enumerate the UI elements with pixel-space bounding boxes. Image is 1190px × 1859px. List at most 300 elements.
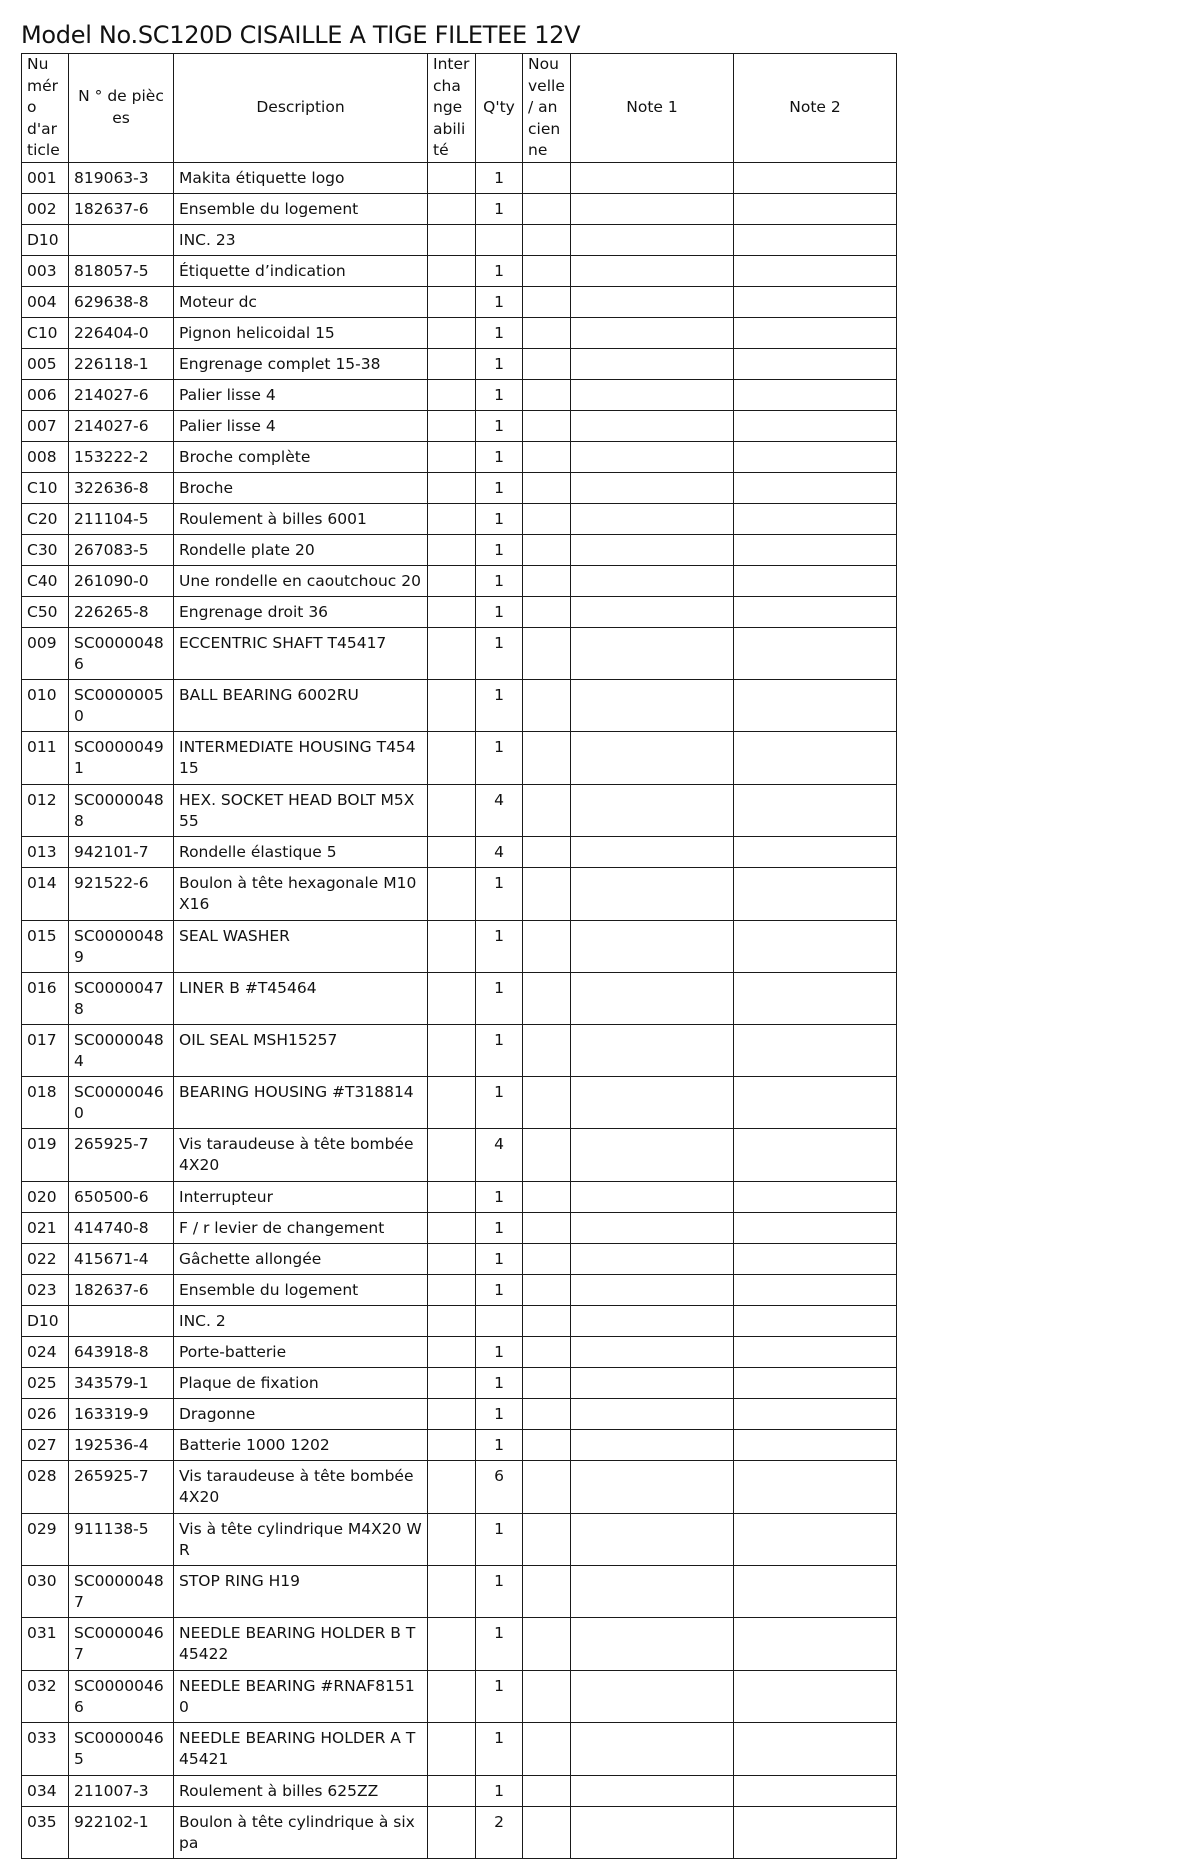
header-interchangeability: Interchangeabilité: [428, 54, 476, 163]
cell-item-number: 031: [22, 1617, 69, 1670]
cell-item-number: 018: [22, 1076, 69, 1128]
table-row: [22, 565, 897, 596]
cell-quantity: 4: [476, 784, 523, 836]
cell-interchangeability: [428, 255, 476, 286]
cell-interchangeability: [428, 1617, 476, 1670]
cell-interchangeability: [428, 920, 476, 972]
cell-part-number: 818057-5: [69, 255, 174, 286]
cell-quantity: 1: [476, 193, 523, 224]
cell-description: Rondelle élastique 5: [174, 836, 428, 867]
cell-part-number: SC00000050: [69, 679, 174, 731]
cell-part-number: 922102-1: [69, 1806, 174, 1858]
cell-quantity: 1: [476, 972, 523, 1024]
table-row: [22, 1243, 897, 1274]
table-row: [22, 784, 897, 836]
cell-note-2: [734, 1670, 897, 1722]
cell-new-old: [523, 1565, 571, 1617]
cell-part-number: 163319-9: [69, 1398, 174, 1429]
table-row: [22, 503, 897, 534]
cell-item-number: C50: [22, 596, 69, 627]
cell-note-1: [571, 784, 734, 836]
cell-item-number: 027: [22, 1429, 69, 1460]
cell-item-number: 017: [22, 1024, 69, 1076]
cell-quantity: 1: [476, 410, 523, 441]
cell-interchangeability: [428, 1274, 476, 1305]
cell-quantity: 6: [476, 1460, 523, 1513]
table-row: [22, 1181, 897, 1212]
cell-quantity: 4: [476, 1128, 523, 1181]
cell-new-old: [523, 1670, 571, 1722]
cell-note-2: [734, 1429, 897, 1460]
cell-new-old: [523, 679, 571, 731]
table-row: [22, 534, 897, 565]
cell-description: Roulement à billes 625ZZ: [174, 1775, 428, 1806]
cell-note-2: [734, 503, 897, 534]
cell-quantity: 1: [476, 255, 523, 286]
cell-note-1: [571, 472, 734, 503]
table-row: [22, 472, 897, 503]
cell-note-1: [571, 1243, 734, 1274]
cell-note-1: [571, 348, 734, 379]
cell-part-number: SC00000465: [69, 1722, 174, 1775]
cell-new-old: [523, 534, 571, 565]
cell-item-number: 009: [22, 627, 69, 679]
cell-item-number: 035: [22, 1806, 69, 1858]
cell-note-2: [734, 972, 897, 1024]
cell-description: Palier lisse 4: [174, 410, 428, 441]
cell-part-number: 322636-8: [69, 472, 174, 503]
cell-quantity: 1: [476, 596, 523, 627]
table-row: [22, 627, 897, 679]
cell-quantity: 1: [476, 441, 523, 472]
cell-note-1: [571, 565, 734, 596]
cell-note-1: [571, 503, 734, 534]
cell-item-number: 008: [22, 441, 69, 472]
cell-new-old: [523, 1513, 571, 1565]
cell-note-2: [734, 255, 897, 286]
cell-note-1: [571, 1565, 734, 1617]
cell-note-1: [571, 193, 734, 224]
cell-quantity: 1: [476, 731, 523, 784]
cell-item-number: D10: [22, 224, 69, 255]
cell-new-old: [523, 379, 571, 410]
cell-description: ECCENTRIC SHAFT T45417: [174, 627, 428, 679]
cell-item-number: 022: [22, 1243, 69, 1274]
cell-note-2: [734, 1076, 897, 1128]
cell-interchangeability: [428, 1336, 476, 1367]
cell-item-number: C10: [22, 472, 69, 503]
cell-description: HEX. SOCKET HEAD BOLT M5X55: [174, 784, 428, 836]
cell-part-number: 650500-6: [69, 1181, 174, 1212]
cell-note-1: [571, 317, 734, 348]
cell-description: Pignon helicoidal 15: [174, 317, 428, 348]
cell-note-2: [734, 1806, 897, 1858]
cell-quantity: 1: [476, 867, 523, 920]
table-row: [22, 317, 897, 348]
cell-description: OIL SEAL MSH15257: [174, 1024, 428, 1076]
cell-new-old: [523, 731, 571, 784]
cell-item-number: 026: [22, 1398, 69, 1429]
cell-note-1: [571, 1806, 734, 1858]
cell-item-number: C40: [22, 565, 69, 596]
table-row: [22, 193, 897, 224]
cell-quantity: 1: [476, 1076, 523, 1128]
cell-description: Rondelle plate 20: [174, 534, 428, 565]
cell-item-number: C30: [22, 534, 69, 565]
table-row: [22, 1565, 897, 1617]
cell-item-number: 007: [22, 410, 69, 441]
cell-note-1: [571, 1513, 734, 1565]
cell-note-1: [571, 162, 734, 193]
cell-interchangeability: [428, 1775, 476, 1806]
cell-quantity: 1: [476, 627, 523, 679]
table-row: [22, 255, 897, 286]
cell-item-number: 013: [22, 836, 69, 867]
cell-note-1: [571, 379, 734, 410]
cell-interchangeability: [428, 1243, 476, 1274]
table-row: [22, 348, 897, 379]
cell-description: BEARING HOUSING #T318814: [174, 1076, 428, 1128]
cell-item-number: 002: [22, 193, 69, 224]
cell-note-2: [734, 348, 897, 379]
cell-note-1: [571, 1670, 734, 1722]
cell-quantity: 1: [476, 1024, 523, 1076]
table-row: [22, 679, 897, 731]
cell-new-old: [523, 286, 571, 317]
cell-quantity: 1: [476, 1617, 523, 1670]
cell-part-number: 265925-7: [69, 1460, 174, 1513]
table-row: [22, 1274, 897, 1305]
cell-note-2: [734, 836, 897, 867]
cell-interchangeability: [428, 1212, 476, 1243]
cell-quantity: 1: [476, 1336, 523, 1367]
cell-item-number: 001: [22, 162, 69, 193]
cell-note-2: [734, 162, 897, 193]
cell-interchangeability: [428, 1181, 476, 1212]
cell-part-number: 211104-5: [69, 503, 174, 534]
cell-new-old: [523, 1460, 571, 1513]
cell-interchangeability: [428, 193, 476, 224]
cell-part-number: [69, 1305, 174, 1336]
cell-interchangeability: [428, 1722, 476, 1775]
cell-part-number: 226118-1: [69, 348, 174, 379]
cell-interchangeability: [428, 1305, 476, 1336]
cell-new-old: [523, 867, 571, 920]
cell-interchangeability: [428, 679, 476, 731]
cell-item-number: 014: [22, 867, 69, 920]
table-row: [22, 379, 897, 410]
cell-new-old: [523, 1806, 571, 1858]
cell-part-number: 153222-2: [69, 441, 174, 472]
cell-part-number: SC00000488: [69, 784, 174, 836]
table-row: [22, 867, 897, 920]
cell-item-number: 033: [22, 1722, 69, 1775]
cell-note-1: [571, 1076, 734, 1128]
cell-quantity: 4: [476, 836, 523, 867]
cell-note-2: [734, 1243, 897, 1274]
table-row: [22, 1775, 897, 1806]
cell-description: Étiquette d’indication: [174, 255, 428, 286]
cell-new-old: [523, 193, 571, 224]
cell-description: Interrupteur: [174, 1181, 428, 1212]
cell-description: Moteur dc: [174, 286, 428, 317]
cell-item-number: 010: [22, 679, 69, 731]
table-row: [22, 1024, 897, 1076]
cell-interchangeability: [428, 1076, 476, 1128]
cell-interchangeability: [428, 162, 476, 193]
cell-description: Makita étiquette logo: [174, 162, 428, 193]
cell-part-number: SC00000486: [69, 627, 174, 679]
cell-quantity: 1: [476, 1367, 523, 1398]
cell-new-old: [523, 1775, 571, 1806]
cell-note-1: [571, 1617, 734, 1670]
header-part-number: N ° de pièces: [69, 54, 174, 163]
cell-description: Boulon à tête cylindrique à six pa: [174, 1806, 428, 1858]
cell-note-2: [734, 1274, 897, 1305]
cell-note-2: [734, 565, 897, 596]
cell-note-1: [571, 1367, 734, 1398]
cell-new-old: [523, 596, 571, 627]
cell-item-number: 025: [22, 1367, 69, 1398]
cell-part-number: 819063-3: [69, 162, 174, 193]
cell-quantity: 1: [476, 472, 523, 503]
cell-part-number: 214027-6: [69, 379, 174, 410]
cell-note-1: [571, 1460, 734, 1513]
table-row: [22, 1617, 897, 1670]
table-row: [22, 1722, 897, 1775]
cell-new-old: [523, 1076, 571, 1128]
table-row: [22, 1460, 897, 1513]
header-item-number: Numéro d'article: [22, 54, 69, 163]
cell-description: Boulon à tête hexagonale M10X16: [174, 867, 428, 920]
cell-new-old: [523, 565, 571, 596]
cell-new-old: [523, 1128, 571, 1181]
cell-note-2: [734, 317, 897, 348]
cell-description: Gâchette allongée: [174, 1243, 428, 1274]
cell-quantity: 1: [476, 1775, 523, 1806]
cell-description: Ensemble du logement: [174, 193, 428, 224]
cell-new-old: [523, 836, 571, 867]
cell-note-2: [734, 286, 897, 317]
cell-note-1: [571, 1305, 734, 1336]
cell-quantity: 1: [476, 1181, 523, 1212]
cell-item-number: 029: [22, 1513, 69, 1565]
cell-new-old: [523, 784, 571, 836]
cell-note-1: [571, 836, 734, 867]
cell-quantity: 1: [476, 565, 523, 596]
cell-new-old: [523, 1722, 571, 1775]
cell-part-number: [69, 224, 174, 255]
cell-part-number: 911138-5: [69, 1513, 174, 1565]
cell-interchangeability: [428, 379, 476, 410]
cell-new-old: [523, 224, 571, 255]
cell-interchangeability: [428, 1670, 476, 1722]
cell-interchangeability: [428, 286, 476, 317]
cell-new-old: [523, 1181, 571, 1212]
cell-note-1: [571, 1212, 734, 1243]
cell-interchangeability: [428, 1460, 476, 1513]
cell-interchangeability: [428, 972, 476, 1024]
cell-part-number: SC00000489: [69, 920, 174, 972]
cell-note-2: [734, 1513, 897, 1565]
cell-part-number: 214027-6: [69, 410, 174, 441]
cell-new-old: [523, 1243, 571, 1274]
header-note-2: Note 2: [734, 54, 897, 163]
cell-item-number: D10: [22, 1305, 69, 1336]
cell-note-1: [571, 920, 734, 972]
header-new-old: Nouvelle / ancienne: [523, 54, 571, 163]
cell-part-number: SC00000484: [69, 1024, 174, 1076]
cell-note-1: [571, 596, 734, 627]
cell-new-old: [523, 972, 571, 1024]
cell-note-2: [734, 379, 897, 410]
cell-new-old: [523, 441, 571, 472]
cell-note-2: [734, 679, 897, 731]
table-row: [22, 1076, 897, 1128]
cell-note-2: [734, 1460, 897, 1513]
cell-new-old: [523, 348, 571, 379]
page-title: Model No.SC120D CISAILLE A TIGE FILETEE 12V: [21, 21, 581, 49]
cell-quantity: 1: [476, 534, 523, 565]
cell-new-old: [523, 472, 571, 503]
cell-item-number: 028: [22, 1460, 69, 1513]
table-row: [22, 1128, 897, 1181]
cell-description: NEEDLE BEARING HOLDER A T45421: [174, 1722, 428, 1775]
cell-description: Une rondelle en caoutchouc 20: [174, 565, 428, 596]
table-row: [22, 224, 897, 255]
cell-interchangeability: [428, 836, 476, 867]
cell-note-1: [571, 534, 734, 565]
cell-part-number: SC00000466: [69, 1670, 174, 1722]
cell-note-2: [734, 224, 897, 255]
cell-quantity: 1: [476, 1243, 523, 1274]
cell-note-2: [734, 1212, 897, 1243]
header-note-1: Note 1: [571, 54, 734, 163]
cell-interchangeability: [428, 441, 476, 472]
cell-quantity: 1: [476, 1274, 523, 1305]
cell-part-number: 629638-8: [69, 286, 174, 317]
cell-quantity: 1: [476, 379, 523, 410]
cell-interchangeability: [428, 317, 476, 348]
cell-description: Roulement à billes 6001: [174, 503, 428, 534]
cell-description: Vis taraudeuse à tête bombée 4X20: [174, 1460, 428, 1513]
cell-note-2: [734, 1181, 897, 1212]
cell-note-1: [571, 1429, 734, 1460]
cell-part-number: SC00000491: [69, 731, 174, 784]
table-row: [22, 836, 897, 867]
cell-quantity: 1: [476, 920, 523, 972]
cell-part-number: 643918-8: [69, 1336, 174, 1367]
cell-quantity: 1: [476, 1429, 523, 1460]
cell-item-number: 006: [22, 379, 69, 410]
cell-interchangeability: [428, 1128, 476, 1181]
cell-quantity: 1: [476, 1565, 523, 1617]
cell-note-2: [734, 627, 897, 679]
cell-part-number: 343579-1: [69, 1367, 174, 1398]
cell-new-old: [523, 1212, 571, 1243]
cell-note-2: [734, 1024, 897, 1076]
cell-description: INTERMEDIATE HOUSING T45415: [174, 731, 428, 784]
cell-description: Vis à tête cylindrique M4X20 WR: [174, 1513, 428, 1565]
cell-description: LINER B #T45464: [174, 972, 428, 1024]
table-row: [22, 286, 897, 317]
cell-note-2: [734, 784, 897, 836]
cell-interchangeability: [428, 410, 476, 441]
cell-new-old: [523, 1336, 571, 1367]
cell-part-number: 226404-0: [69, 317, 174, 348]
cell-description: SEAL WASHER: [174, 920, 428, 972]
cell-interchangeability: [428, 503, 476, 534]
cell-note-2: [734, 1617, 897, 1670]
cell-new-old: [523, 317, 571, 348]
cell-part-number: 265925-7: [69, 1128, 174, 1181]
cell-part-number: 211007-3: [69, 1775, 174, 1806]
cell-new-old: [523, 410, 571, 441]
cell-description: Engrenage droit 36: [174, 596, 428, 627]
cell-note-1: [571, 731, 734, 784]
cell-note-1: [571, 1722, 734, 1775]
cell-item-number: 004: [22, 286, 69, 317]
cell-item-number: C20: [22, 503, 69, 534]
cell-interchangeability: [428, 565, 476, 596]
cell-part-number: 942101-7: [69, 836, 174, 867]
cell-new-old: [523, 627, 571, 679]
cell-item-number: 030: [22, 1565, 69, 1617]
cell-item-number: 032: [22, 1670, 69, 1722]
cell-note-2: [734, 1565, 897, 1617]
cell-interchangeability: [428, 348, 476, 379]
cell-new-old: [523, 920, 571, 972]
cell-part-number: SC00000467: [69, 1617, 174, 1670]
cell-interchangeability: [428, 1429, 476, 1460]
cell-note-2: [734, 920, 897, 972]
cell-item-number: 015: [22, 920, 69, 972]
cell-description: NEEDLE BEARING HOLDER B T45422: [174, 1617, 428, 1670]
cell-note-1: [571, 867, 734, 920]
cell-note-2: [734, 731, 897, 784]
header-quantity: Q'ty: [476, 54, 523, 163]
header-description: Description: [174, 54, 428, 163]
cell-part-number: 192536-4: [69, 1429, 174, 1460]
table-row: [22, 1336, 897, 1367]
cell-item-number: 016: [22, 972, 69, 1024]
cell-new-old: [523, 1274, 571, 1305]
cell-part-number: SC00000460: [69, 1076, 174, 1128]
cell-quantity: [476, 224, 523, 255]
cell-item-number: 011: [22, 731, 69, 784]
cell-description: Broche: [174, 472, 428, 503]
table-row: [22, 731, 897, 784]
table-row: [22, 410, 897, 441]
cell-note-2: [734, 410, 897, 441]
cell-note-1: [571, 1274, 734, 1305]
cell-description: INC. 2: [174, 1305, 428, 1336]
cell-description: F / r levier de changement: [174, 1212, 428, 1243]
cell-note-1: [571, 255, 734, 286]
cell-part-number: 415671-4: [69, 1243, 174, 1274]
cell-new-old: [523, 1617, 571, 1670]
cell-note-2: [734, 1722, 897, 1775]
cell-new-old: [523, 503, 571, 534]
table-row: [22, 1367, 897, 1398]
cell-interchangeability: [428, 1398, 476, 1429]
cell-quantity: 1: [476, 1513, 523, 1565]
cell-note-2: [734, 1398, 897, 1429]
cell-item-number: 003: [22, 255, 69, 286]
table-row: [22, 972, 897, 1024]
cell-quantity: 1: [476, 317, 523, 348]
cell-note-1: [571, 1024, 734, 1076]
